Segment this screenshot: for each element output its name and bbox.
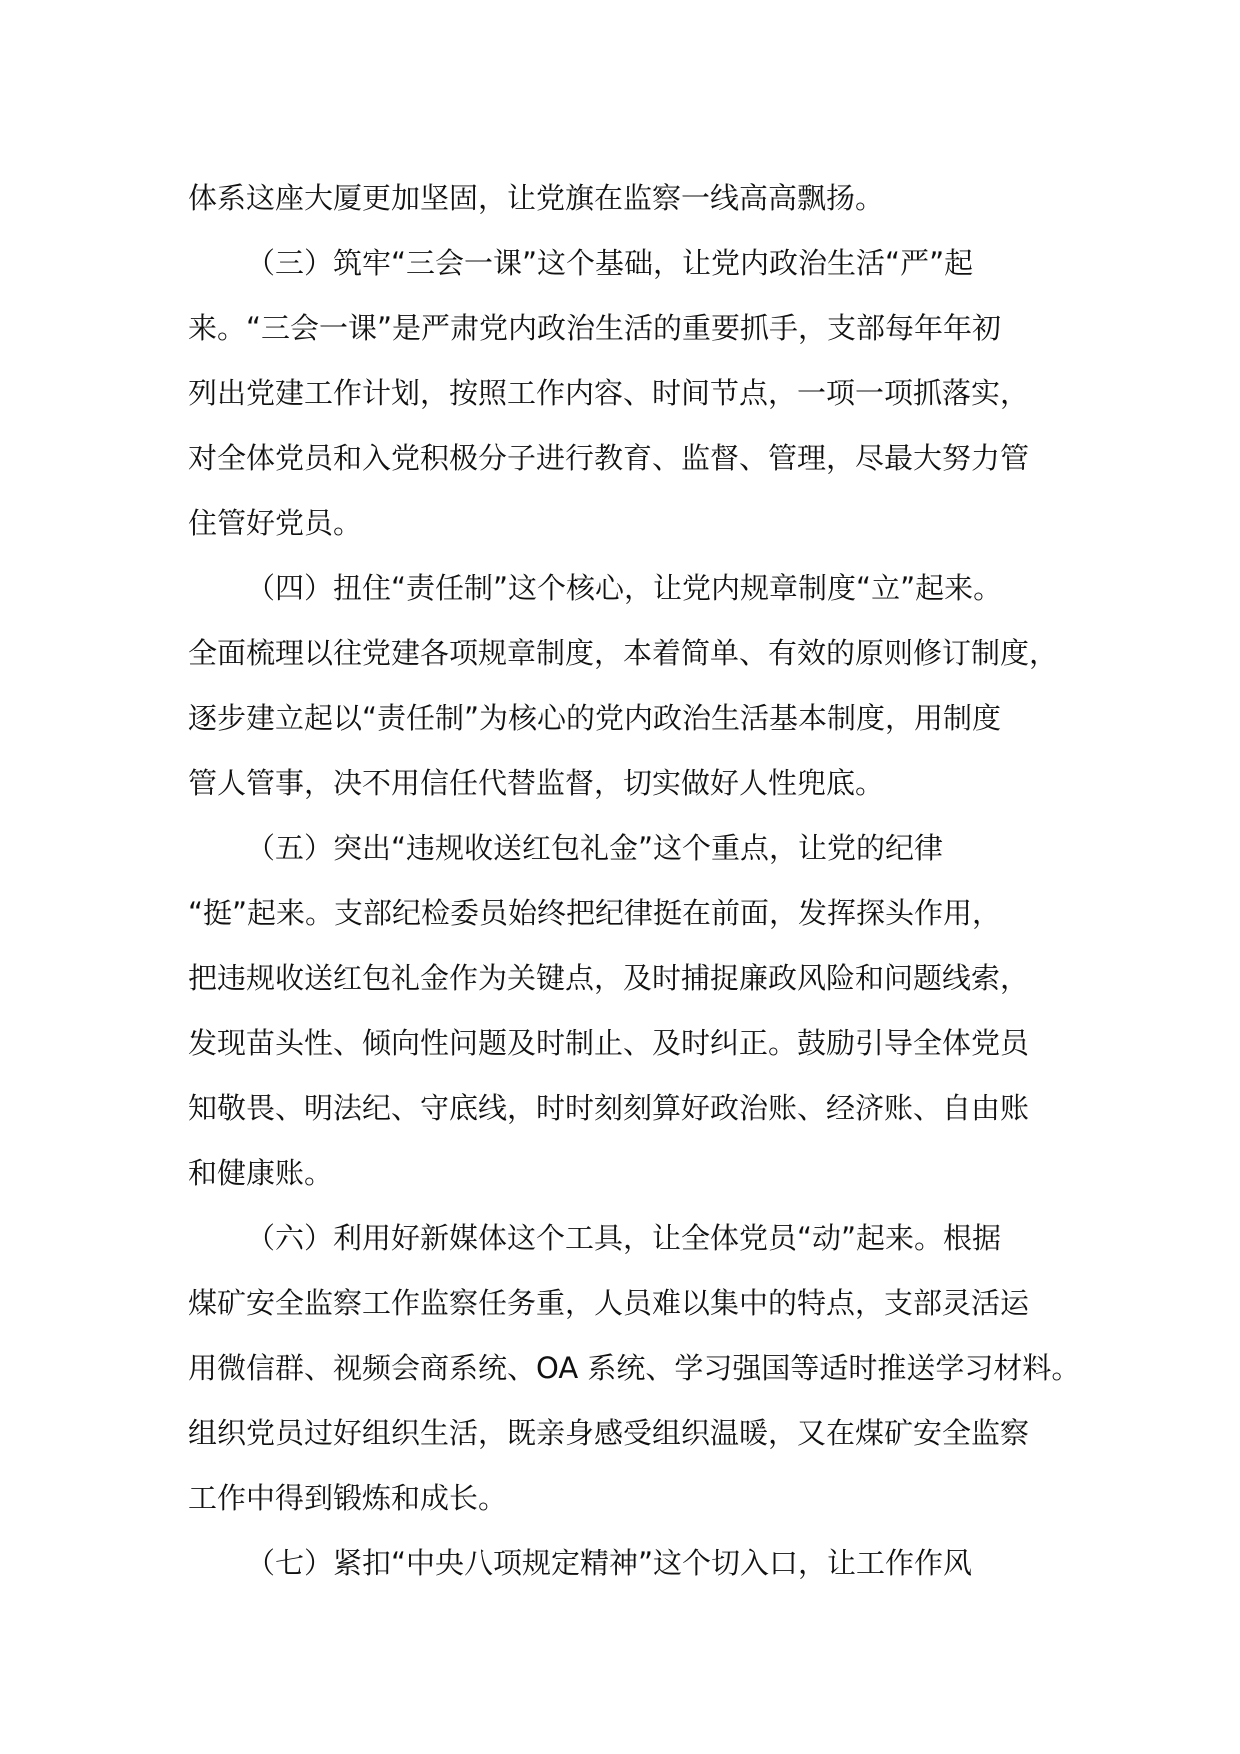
- text-line: （七）紧扣“中央八项规定精神”这个切入口，让工作作风: [246, 1546, 973, 1580]
- text-line: 工作中得到锻炼和成长。: [188, 1481, 508, 1515]
- text-line: （三）筑牢“三会一课”这个基础，让党内政治生活“严”起: [246, 246, 974, 280]
- text-line: “挺”起来。支部纪检委员始终把纪律挺在前面，发挥探头作用，: [188, 896, 1002, 930]
- text-line: 发现苗头性、倾向性问题及时制止、及时纠正。鼓励引导全体党员: [188, 1026, 1030, 1060]
- text-line: 和健康账。: [188, 1156, 334, 1190]
- text-line: 列出党建工作计划，按照工作内容、时间节点，一项一项抓落实，: [188, 376, 1030, 410]
- text-line: （四）扭住“责任制”这个核心，让党内规章制度“立”起来。: [246, 571, 1003, 605]
- text-line: 来。“三会一课”是严肃党内政治生活的重要抓手，支部每年年初: [188, 311, 1002, 345]
- text-line: 组织党员过好组织生活，既亲身感受组织温暖，又在煤矿安全监察: [188, 1416, 1030, 1450]
- text-line: 体系这座大厦更加坚固，让党旗在监察一线高高飘扬。: [188, 181, 885, 215]
- body-text: [188, 166, 1088, 1596]
- text-line: 用微信群、视频会商系统、OA 系统、学习强国等适时推送学习材料。: [188, 1351, 1081, 1385]
- text-line: 住管好党员。: [188, 506, 363, 540]
- text-line: 全面梳理以往党建各项规章制度，本着简单、有效的原则修订制度，: [188, 636, 1059, 670]
- text-line: 逐步建立起以“责任制”为核心的党内政治生活基本制度，用制度: [188, 701, 1002, 735]
- text-line: 把违规收送红包礼金作为关键点，及时捕捉廉政风险和问题线索，: [188, 961, 1030, 995]
- text-line: （五）突出“违规收送红包礼金”这个重点，让党的纪律: [246, 831, 944, 865]
- text-line: 对全体党员和入党积极分子进行教育、监督、管理，尽最大努力管: [188, 441, 1030, 475]
- text-line: 知敬畏、明法纪、守底线，时时刻刻算好政治账、经济账、自由账: [188, 1091, 1030, 1125]
- text-line: 管人管事，决不用信任代替监督，切实做好人性兜底。: [188, 766, 885, 800]
- text-line: （六）利用好新媒体这个工具，让全体党员“动”起来。根据: [246, 1221, 1002, 1255]
- text-line: 煤矿安全监察工作监察任务重，人员难以集中的特点，支部灵活运: [188, 1286, 1030, 1320]
